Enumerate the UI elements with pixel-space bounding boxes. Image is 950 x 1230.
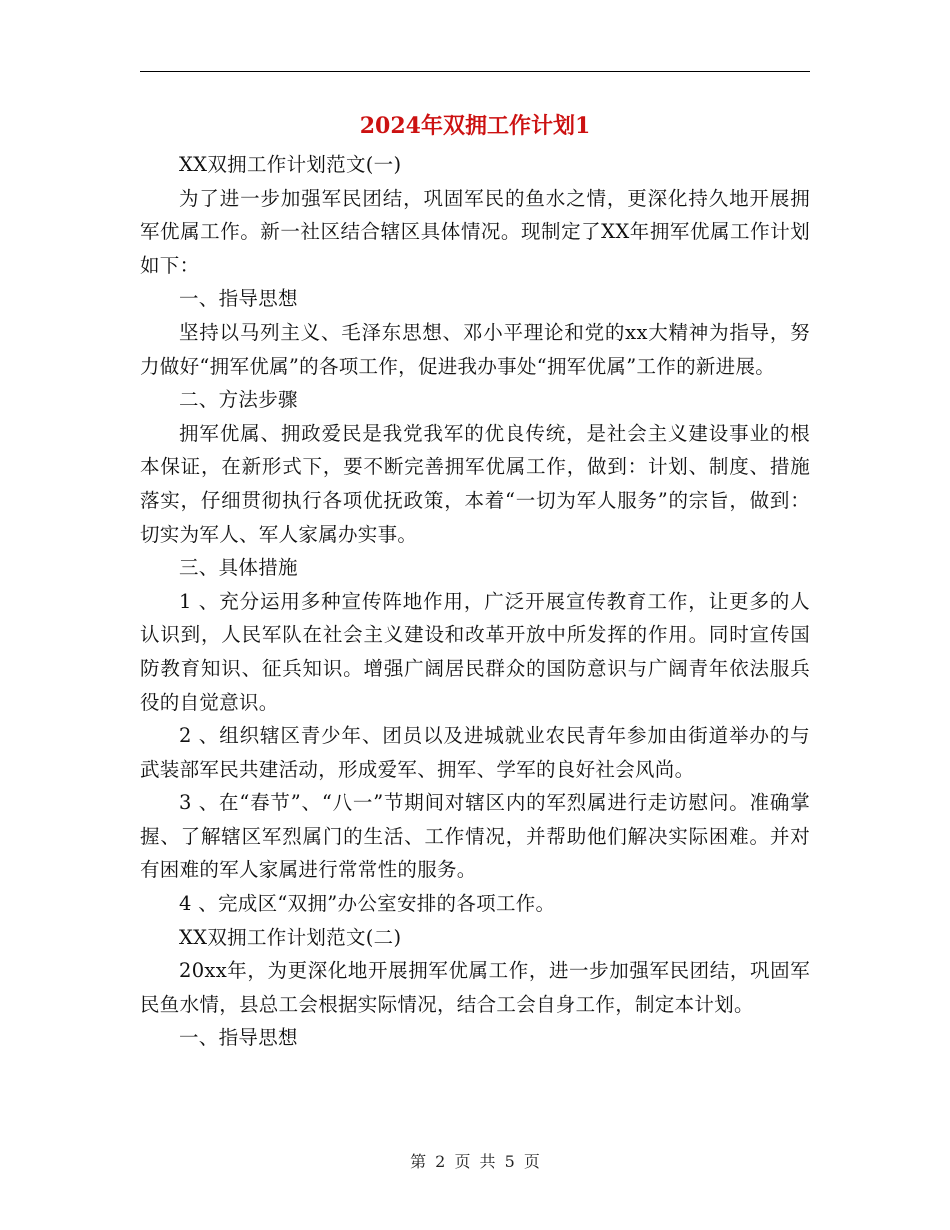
header-rule (140, 71, 810, 72)
document-body (140, 148, 810, 1055)
section-heading: 二、方法步骤 (179, 388, 298, 412)
document-title: 2024年双拥工作计划1 (359, 113, 591, 139)
section-heading: 一、指导思想 (179, 287, 298, 311)
section-heading: 一、指导思想 (179, 1026, 298, 1050)
paragraph: 4 、完成区“双拥”办公室安排的各项工作。 (179, 892, 556, 916)
paragraph: XX双拥工作计划范文(一) (179, 153, 402, 176)
paragraph: 1 、充分运用多种宣传阵地作用，广泛开展宣传教育工作，让更多的人认识到，人民军队在社会主义建设和改革开放中所发挥的作用。同时宣传国防教育知识、征兵知识。增强广阔居民群众的国防意识与广阔青年依法服兵役的自觉意识。 (140, 589, 810, 714)
paragraph: 为了进一步加强军民团结，巩固军民的鱼水之情，更深化持久地开展拥军优属工作。新一社区结合辖区具体情况。现制定了XX年拥军优属工作计划如下： (140, 186, 810, 277)
paragraph: 2 、组织辖区青少年、团员以及进城就业农民青年参加由街道举办的与武装部军民共建活动，形成爱军、拥军、学军的良好社会风尚。 (140, 724, 810, 781)
paragraph: XX双拥工作计划范文(二) (179, 925, 402, 949)
section-heading: 三、具体措施 (179, 556, 298, 580)
paragraph: 坚持以马列主义、毛泽东思想、邓小平理论和党的xx大精神为指导，努力做好“拥军优属”的各项工作，促进我办事处“拥军优属”工作的新进展。 (140, 320, 810, 378)
paragraph: 20xx年，为更深化地开展拥军优属工作，进一步加强军民团结，巩固军民鱼水情，县总工会根据实际情况，结合工会自身工作，制定本计划。 (140, 959, 810, 1016)
page-number: 第 2 页 共 5 页 (410, 1152, 540, 1171)
paragraph: 拥军优属、拥政爱民是我党我军的优良传统，是社会主义建设事业的根本保证，在新形式下，要不断完善拥军优属工作，做到：计划、制度、措施落实，仔细贯彻执行各项优抚政策，本着“一切为军人服务”的宗旨，做到：切实为军人、军人家属办实事。 (140, 421, 810, 546)
paragraph: 3 、在“春节”、“八一”节期间对辖区内的军烈属进行走访慰问。准确掌握、了解辖区军烈属门的生活、工作情况，并帮助他们解决实际困难。并对有困难的军人家属进行常常性的服务。 (140, 791, 810, 882)
